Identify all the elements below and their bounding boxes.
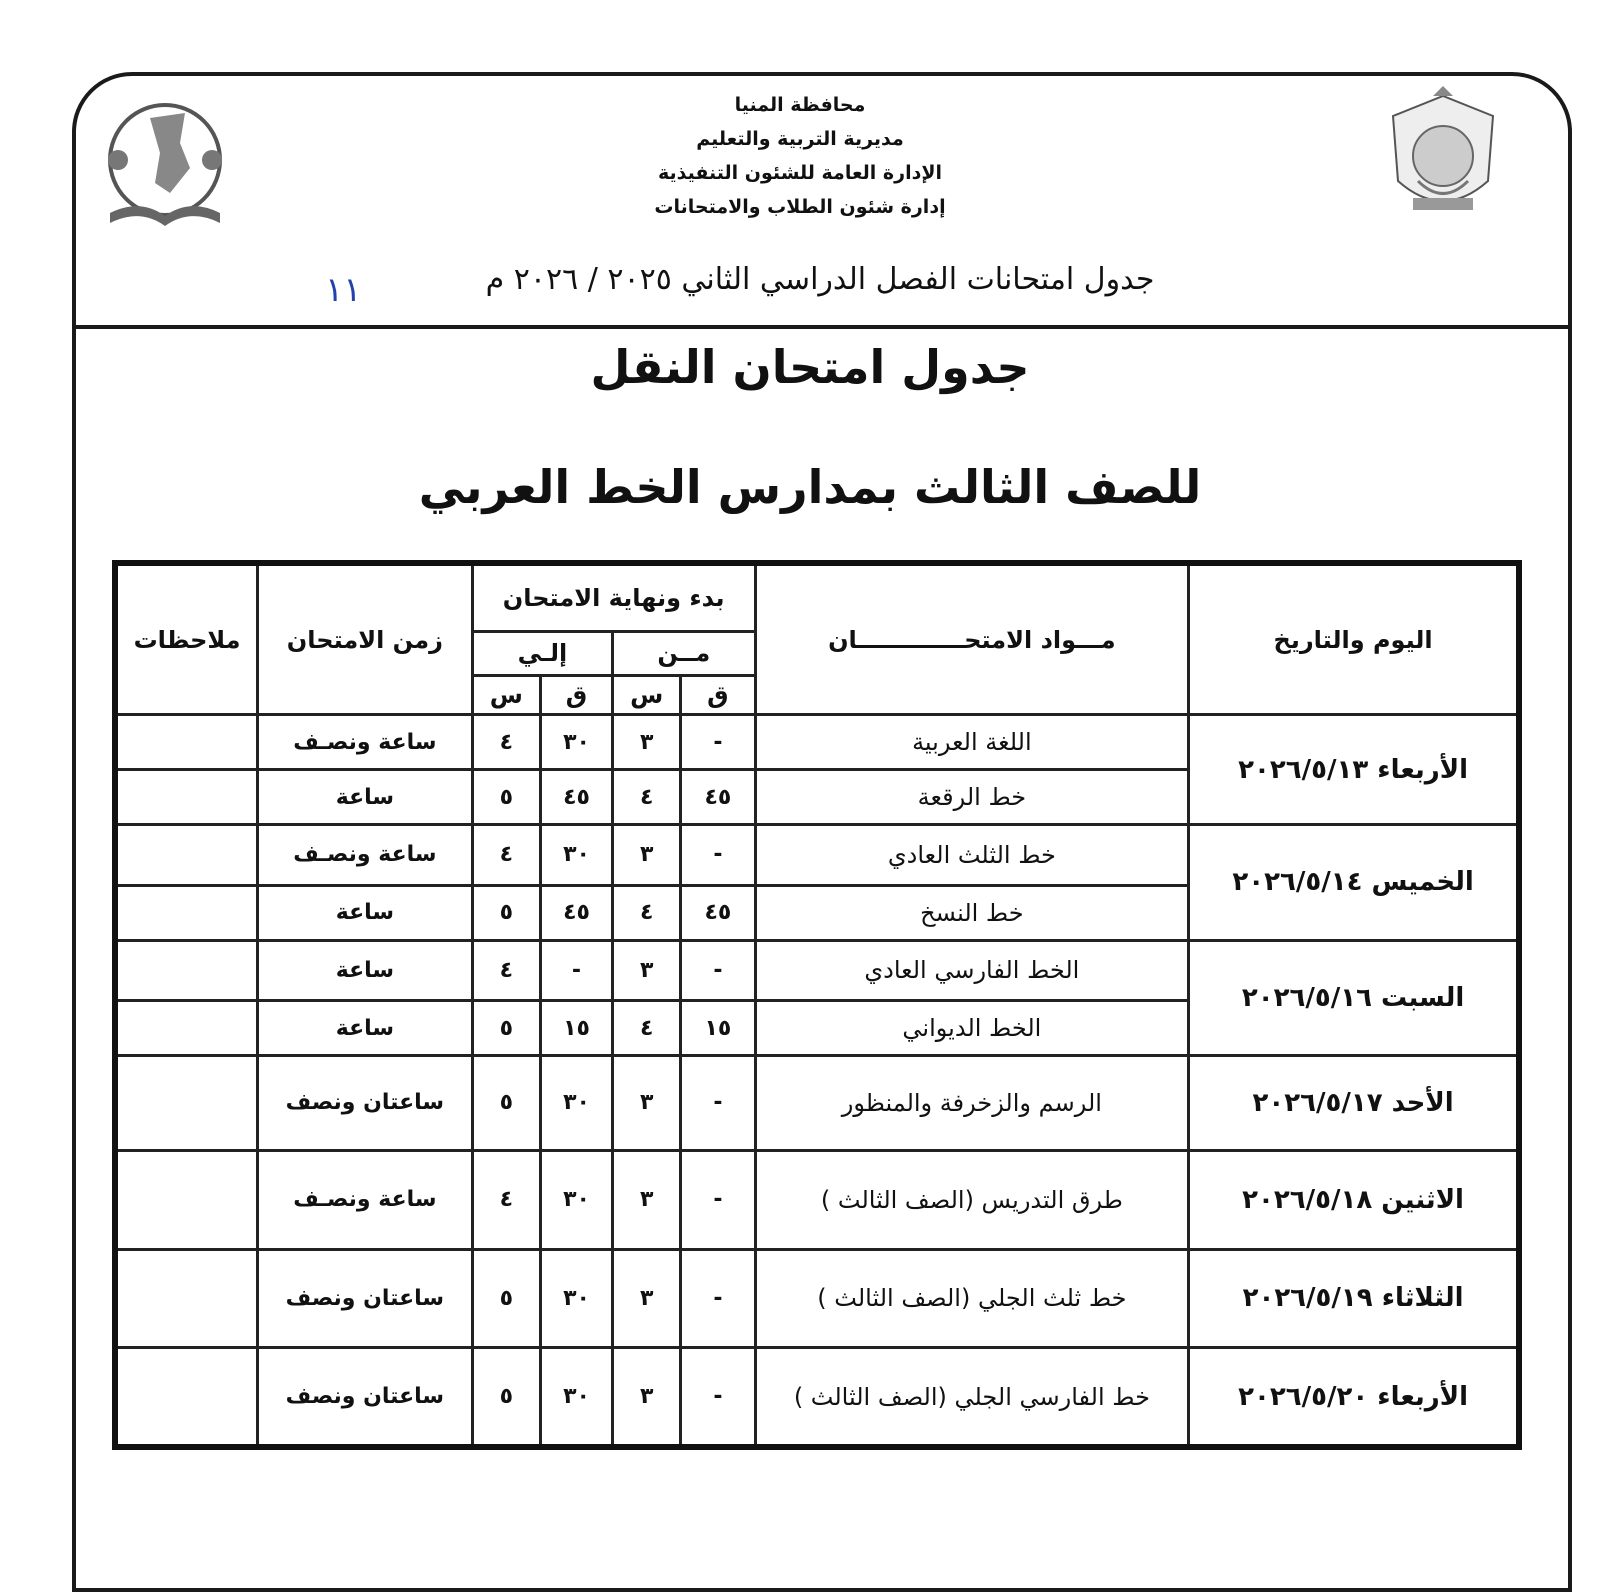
to-min-cell: -: [540, 940, 612, 1000]
to-min-cell: ٣٠: [540, 1348, 612, 1447]
to-min-cell: ٤٥: [540, 885, 612, 940]
notes-cell: [115, 1150, 258, 1249]
subject-cell: الخط الفارسي العادي: [755, 940, 1189, 1000]
duration-cell: ساعة ونصـف: [258, 825, 473, 885]
subject-cell: الرسم والزخرفة والمنظور: [755, 1056, 1189, 1151]
to-hour-cell: ٤: [472, 825, 540, 885]
from-hour-cell: ٤: [613, 885, 681, 940]
to-min-cell: ٣٠: [540, 715, 612, 770]
header-to: إلـي: [472, 631, 612, 675]
to-hour-cell: ٤: [472, 715, 540, 770]
from-hour-cell: ٤: [613, 1001, 681, 1056]
header-start-end: بدء ونهاية الامتحان: [472, 563, 755, 631]
to-hour-cell: ٥: [472, 1001, 540, 1056]
from-min-cell: ١٥: [681, 1001, 755, 1056]
from-hour-cell: ٣: [613, 1150, 681, 1249]
to-min-cell: ٣٠: [540, 1150, 612, 1249]
header-line: الإدارة العامة للشئون التنفيذية: [657, 162, 943, 184]
header-from-hour: س: [613, 675, 681, 715]
table-row: [115, 1056, 1519, 1151]
duration-cell: ساعة ونصـف: [258, 1150, 473, 1249]
header-day-date: اليوم والتاريخ: [1189, 563, 1519, 715]
nefertiti-book-logo-icon: [100, 98, 230, 240]
notes-cell: [115, 770, 258, 825]
header-divider: [76, 325, 1568, 329]
to-hour-cell: ٥: [472, 1249, 540, 1348]
day-date-cell: الثلاثاء ٢٠٢٦/٥/١٩: [1189, 1249, 1519, 1348]
sub-title: للصف الثالث بمدارس الخط العربي: [418, 460, 1202, 514]
notes-cell: [115, 715, 258, 770]
subject-cell: خط ثلث الجلي (الصف الثالث ): [755, 1249, 1189, 1348]
duration-cell: ساعتان ونصف: [258, 1348, 473, 1447]
from-hour-cell: ٣: [613, 1348, 681, 1447]
day-date-cell: الأربعاء ٢٠٢٦/٥/١٣: [1189, 715, 1519, 825]
header-notes: ملاحظات: [115, 563, 258, 715]
table-row: [115, 1249, 1519, 1348]
notes-cell: [115, 1056, 258, 1151]
from-min-cell: -: [681, 715, 755, 770]
duration-cell: ساعة: [258, 770, 473, 825]
from-min-cell: -: [681, 940, 755, 1000]
from-hour-cell: ٣: [613, 940, 681, 1000]
to-min-cell: ٣٠: [540, 825, 612, 885]
to-hour-cell: ٥: [472, 1056, 540, 1151]
subject-cell: خط النسخ: [755, 885, 1189, 940]
header-line: إدارة شئون الطلاب والامتحانات: [654, 196, 946, 218]
table-row: [115, 1150, 1519, 1249]
to-hour-cell: ٤: [472, 1150, 540, 1249]
from-min-cell: -: [681, 1150, 755, 1249]
day-date-cell: الاثنين ٢٠٢٦/٥/١٨: [1189, 1150, 1519, 1249]
duration-cell: ساعة: [258, 940, 473, 1000]
main-title: جدول امتحان النقل: [590, 340, 1030, 394]
header-duration: زمن الامتحان: [258, 563, 473, 715]
notes-cell: [115, 825, 258, 885]
header-from: مــن: [613, 631, 755, 675]
to-min-cell: ٣٠: [540, 1056, 612, 1151]
subject-cell: الخط الديواني: [755, 1001, 1189, 1056]
duration-cell: ساعة: [258, 1001, 473, 1056]
subject-cell: خط الثلث العادي: [755, 825, 1189, 885]
duration-cell: ساعتان ونصف: [258, 1249, 473, 1348]
header-subjects: مـــواد الامتحـــــــــــــان: [755, 563, 1189, 715]
subject-cell: اللغة العربية: [755, 715, 1189, 770]
from-min-cell: -: [681, 1348, 755, 1447]
table-row: [115, 1348, 1519, 1447]
to-hour-cell: ٤: [472, 940, 540, 1000]
day-date-cell: السبت ٢٠٢٦/٥/١٦: [1189, 940, 1519, 1055]
day-date-cell: الأحد ٢٠٢٦/٥/١٧: [1189, 1056, 1519, 1151]
table-row: [115, 940, 1519, 1000]
table-row: [115, 715, 1519, 770]
to-hour-cell: ٥: [472, 1348, 540, 1447]
handwritten-annotation: ١١: [325, 270, 362, 310]
from-min-cell: ٤٥: [681, 770, 755, 825]
notes-cell: [115, 940, 258, 1000]
day-date-cell: الأربعاء ٢٠٢٦/٥/٢٠: [1189, 1348, 1519, 1447]
subject-cell: خط الرقعة: [755, 770, 1189, 825]
header-to-hour: س: [472, 675, 540, 715]
from-hour-cell: ٣: [613, 825, 681, 885]
from-hour-cell: ٣: [613, 1249, 681, 1348]
to-min-cell: ٣٠: [540, 1249, 612, 1348]
notes-cell: [115, 885, 258, 940]
from-hour-cell: ٣: [613, 715, 681, 770]
to-min-cell: ٤٥: [540, 770, 612, 825]
governorate-emblem-icon: [1378, 86, 1508, 226]
from-min-cell: -: [681, 1249, 755, 1348]
from-hour-cell: ٣: [613, 1056, 681, 1151]
day-date-cell: الخميس ٢٠٢٦/٥/١٤: [1189, 825, 1519, 940]
duration-cell: ساعة: [258, 885, 473, 940]
exam-schedule-table: [112, 560, 1522, 1450]
from-hour-cell: ٤: [613, 770, 681, 825]
header-from-min: ق: [681, 675, 755, 715]
header-authority-block: [600, 88, 1000, 224]
subject-cell: خط الفارسي الجلي (الصف الثالث ): [755, 1348, 1189, 1447]
notes-cell: [115, 1001, 258, 1056]
document-subtitle: جدول امتحانات الفصل الدراسي الثاني ٢٠٢٥ / ٢٠٢٦ م: [485, 262, 1155, 297]
duration-cell: ساعة ونصـف: [258, 715, 473, 770]
to-min-cell: ١٥: [540, 1001, 612, 1056]
table-row: [115, 825, 1519, 885]
subject-cell: طرق التدريس (الصف الثالث ): [755, 1150, 1189, 1249]
from-min-cell: ٤٥: [681, 885, 755, 940]
header-to-min: ق: [540, 675, 612, 715]
to-hour-cell: ٥: [472, 885, 540, 940]
notes-cell: [115, 1249, 258, 1348]
from-min-cell: -: [681, 1056, 755, 1151]
duration-cell: ساعتان ونصف: [258, 1056, 473, 1151]
from-min-cell: -: [681, 825, 755, 885]
header-line: مديرية التربية والتعليم: [696, 128, 904, 150]
to-hour-cell: ٥: [472, 770, 540, 825]
notes-cell: [115, 1348, 258, 1447]
header-line: محافظة المنيا: [734, 94, 866, 116]
